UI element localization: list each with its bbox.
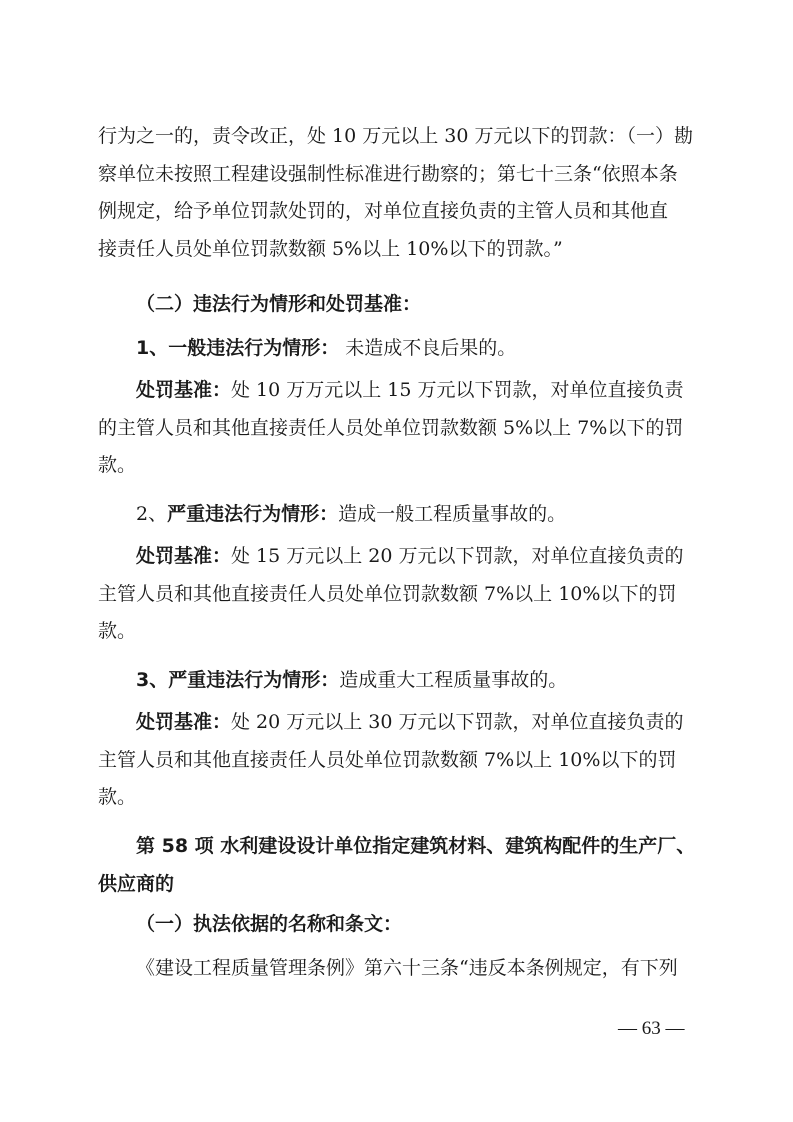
case-text: 未造成不良后果的。 bbox=[339, 337, 517, 359]
penalty-general bbox=[98, 372, 698, 485]
law-citation: 《建设工程质量管理条例》第六十三条“违反本条例规定，有下列 bbox=[136, 957, 678, 979]
text-line: 的主管人员和其他直接责任人员处单位罚款数额 5%以上 7%以下的罚 bbox=[98, 416, 684, 439]
text-line: 主管人员和其他直接责任人员处单位罚款数额 7%以上 10%以下的罚 bbox=[98, 582, 677, 605]
text-line: 款。 bbox=[98, 454, 137, 476]
text-line: 行为之一的，责令改正，处 10 万元以上 30 万元以下的罚款：（一）勘 bbox=[98, 125, 694, 147]
text-line: 处 20 万元以上 30 万元以下罚款，对单位直接负责的 bbox=[231, 711, 684, 733]
text-line: 接责任人员处单位罚款数额 5%以上 10%以下的罚款。” bbox=[98, 237, 563, 260]
text-line: 第 58 项 水利建设设计单位指定建筑材料、建筑构配件的生产厂、 bbox=[136, 835, 696, 857]
text-line: 例规定，给予单位罚款处罚的，对单位直接负责的主管人员和其他直 bbox=[98, 200, 669, 222]
case-label: 3、严重违法行为情形： bbox=[136, 669, 340, 691]
text-line: 主管人员和其他直接责任人员处单位罚款数额 7%以上 10%以下的罚 bbox=[98, 748, 677, 771]
penalty-major bbox=[98, 704, 698, 817]
section-heading-legal-basis: （一）执法依据的名称和条文： bbox=[136, 913, 403, 935]
case-text: 造成重大工程质量事故的。 bbox=[339, 669, 568, 691]
case-general bbox=[98, 330, 698, 368]
case-label: 严重违法行为情形： bbox=[167, 503, 339, 525]
penalty-label: 处罚基准： bbox=[136, 711, 232, 733]
section-heading-violation-baseline: （二）违法行为情形和处罚基准： bbox=[136, 293, 422, 315]
paragraph-article-clause bbox=[98, 118, 698, 268]
page-number: — 63 — bbox=[618, 1018, 685, 1039]
case-number: 2、 bbox=[136, 503, 168, 525]
text-line: 款。 bbox=[98, 620, 137, 642]
case-text: 造成一般工程质量事故的。 bbox=[338, 503, 567, 525]
penalty-label: 处罚基准： bbox=[136, 379, 232, 401]
penalty-serious bbox=[98, 538, 698, 651]
item-58-heading bbox=[98, 828, 698, 903]
penalty-label: 处罚基准： bbox=[136, 545, 232, 567]
text-line: 处 15 万元以上 20 万元以下罚款，对单位直接负责的 bbox=[231, 545, 684, 567]
text-line: 处 10 万万元以上 15 万元以下罚款，对单位直接负责 bbox=[231, 379, 684, 401]
case-serious bbox=[98, 496, 698, 534]
case-major bbox=[98, 662, 698, 700]
case-label: 1、一般违法行为情形： bbox=[136, 337, 340, 359]
text-line: 供应商的 bbox=[98, 872, 175, 895]
text-line: 款。 bbox=[98, 786, 137, 808]
text-line: 察单位未按照工程建设强制性标准进行勘察的；第七十三条“依照本条 bbox=[98, 162, 678, 185]
